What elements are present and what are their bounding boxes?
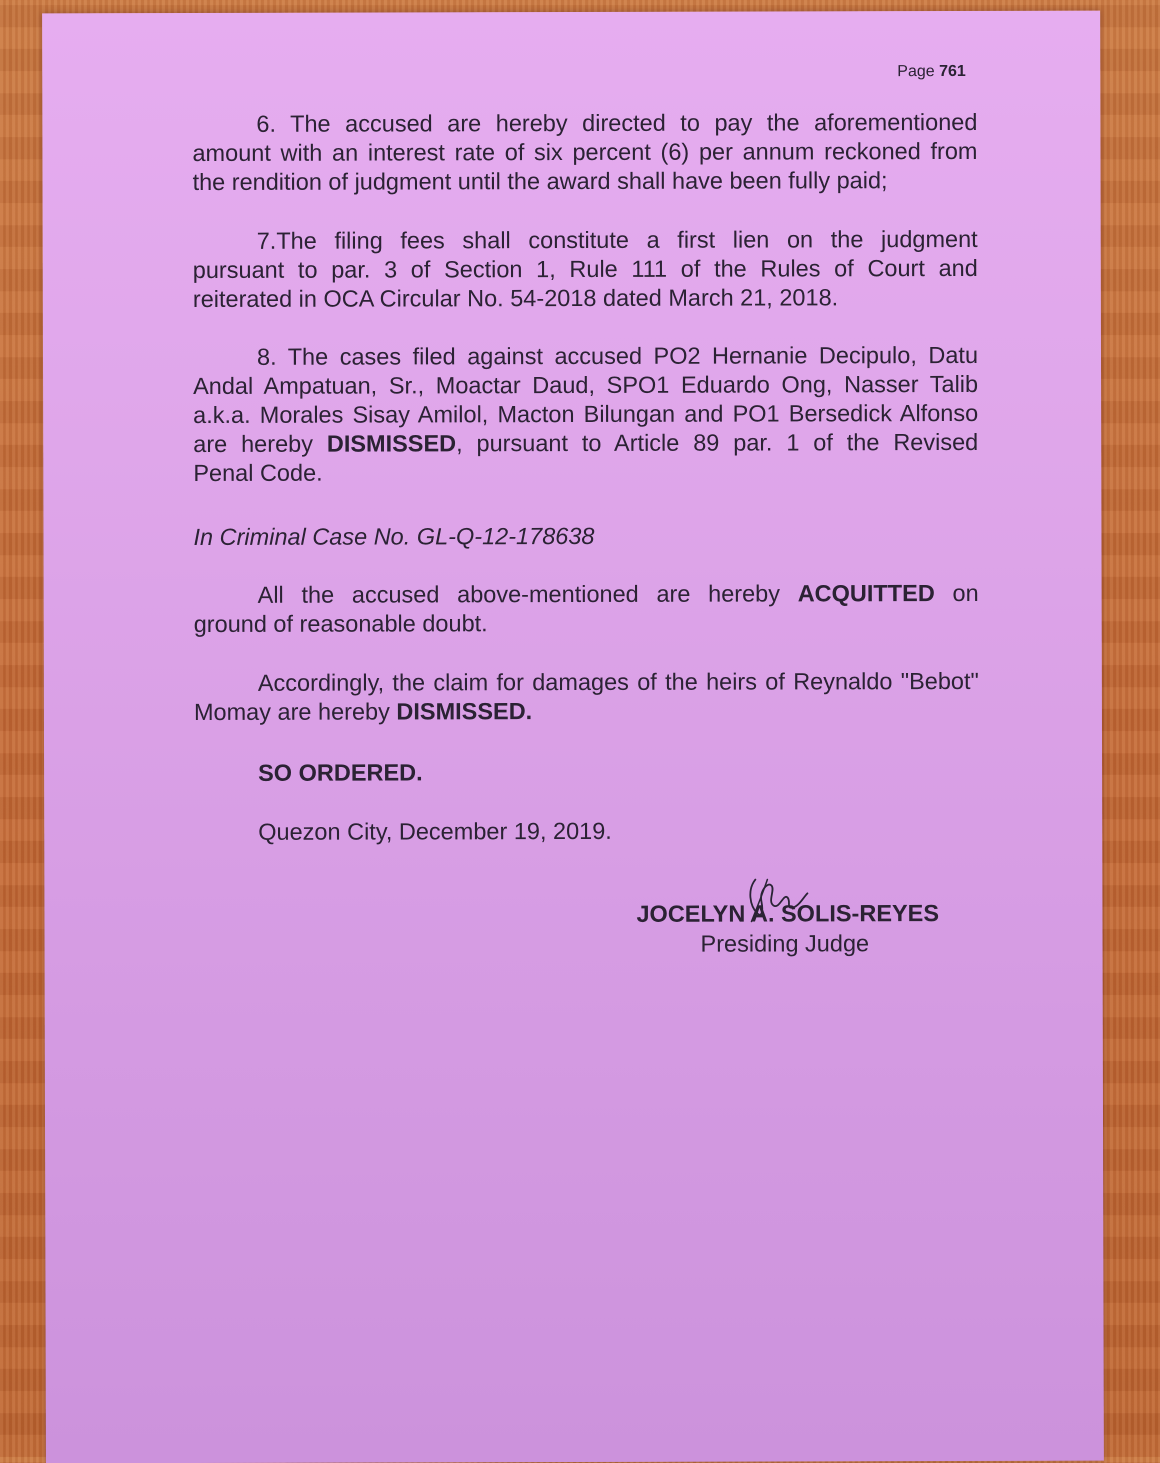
- acquittal-line1: [194, 579, 979, 610]
- so-ordered: SO ORDERED.: [258, 759, 423, 786]
- paragraph-7-line2: pursuant to par. 3 of Section 1, Rule 111 of the Rules of Court and: [192, 254, 978, 283]
- page-number-value: 761: [939, 62, 966, 81]
- document-page: [42, 11, 1104, 1463]
- page-label: Page: [897, 63, 935, 81]
- acquitted-emphasis: ACQUITTED: [797, 580, 935, 607]
- paragraph-6: [192, 108, 977, 197]
- claim-dismissed-emphasis: DISMISSED.: [396, 698, 533, 725]
- place-and-date: Quezon City, December 19, 2019.: [258, 817, 612, 845]
- paragraph-6-line1: 6. The accused are hereby directed to pay the aforementioned: [256, 108, 978, 137]
- claim-line2: [194, 696, 979, 727]
- paragraph-8-line5: Penal Code.: [193, 459, 323, 486]
- acquittal-line1-end: on: [934, 579, 979, 607]
- paragraph-6-line3: the rendition of judgment until the award shall have been fully paid;: [192, 167, 888, 195]
- paragraph-8-line3: a.k.a. Morales Sisay Amilol, Macton Bilungan and PO1 Bersedick Alfonso: [193, 399, 979, 428]
- paragraph-7-line1: 7.The filing fees shall constitute a first lien on the judgment: [256, 225, 978, 254]
- paragraph-6-line2: amount with an interest rate of six percent (6) per annum reckoned from: [192, 137, 978, 166]
- paragraph-8: [193, 341, 978, 488]
- acquittal-line1-start: All the accused above-mentioned are hereby: [257, 580, 798, 608]
- dismissed-emphasis: DISMISSED: [326, 430, 457, 457]
- paragraph-7-line3: reiterated in OCA Circular No. 54-2018 dated March 21, 2018.: [192, 284, 839, 312]
- paragraph-8-line4-end: , pursuant to Article 89 par. 1 of the Revised: [456, 428, 979, 457]
- claim-line2-start: Momay are hereby: [193, 698, 397, 725]
- paragraph-8-line1: 8. The cases filed against accused PO2 Hernanie Decipulo, Datu: [256, 341, 979, 370]
- signature-block: [636, 898, 966, 959]
- case-heading: In Criminal Case No. GL-Q-12-178638: [193, 522, 595, 550]
- judge-name: JOCELYN A. SOLIS-REYES: [636, 900, 940, 927]
- acquittal-paragraph: [194, 579, 979, 639]
- paragraph-7: [193, 225, 978, 314]
- page-number: [897, 63, 966, 81]
- claim-paragraph: [194, 667, 979, 727]
- claim-line1: Accordingly, the claim for damages of the heirs of Reynaldo "Bebot": [257, 667, 979, 696]
- judge-title: Presiding Judge: [700, 930, 870, 957]
- paragraph-8-line2: Andal Ampatuan, Sr., Moactar Daud, SPO1 Eduardo Ong, Nasser Talib: [193, 370, 979, 399]
- paragraph-8-line4-start: are hereby: [193, 430, 327, 457]
- paragraph-8-line4: [193, 428, 978, 459]
- acquittal-line2: ground of reasonable doubt.: [193, 610, 488, 637]
